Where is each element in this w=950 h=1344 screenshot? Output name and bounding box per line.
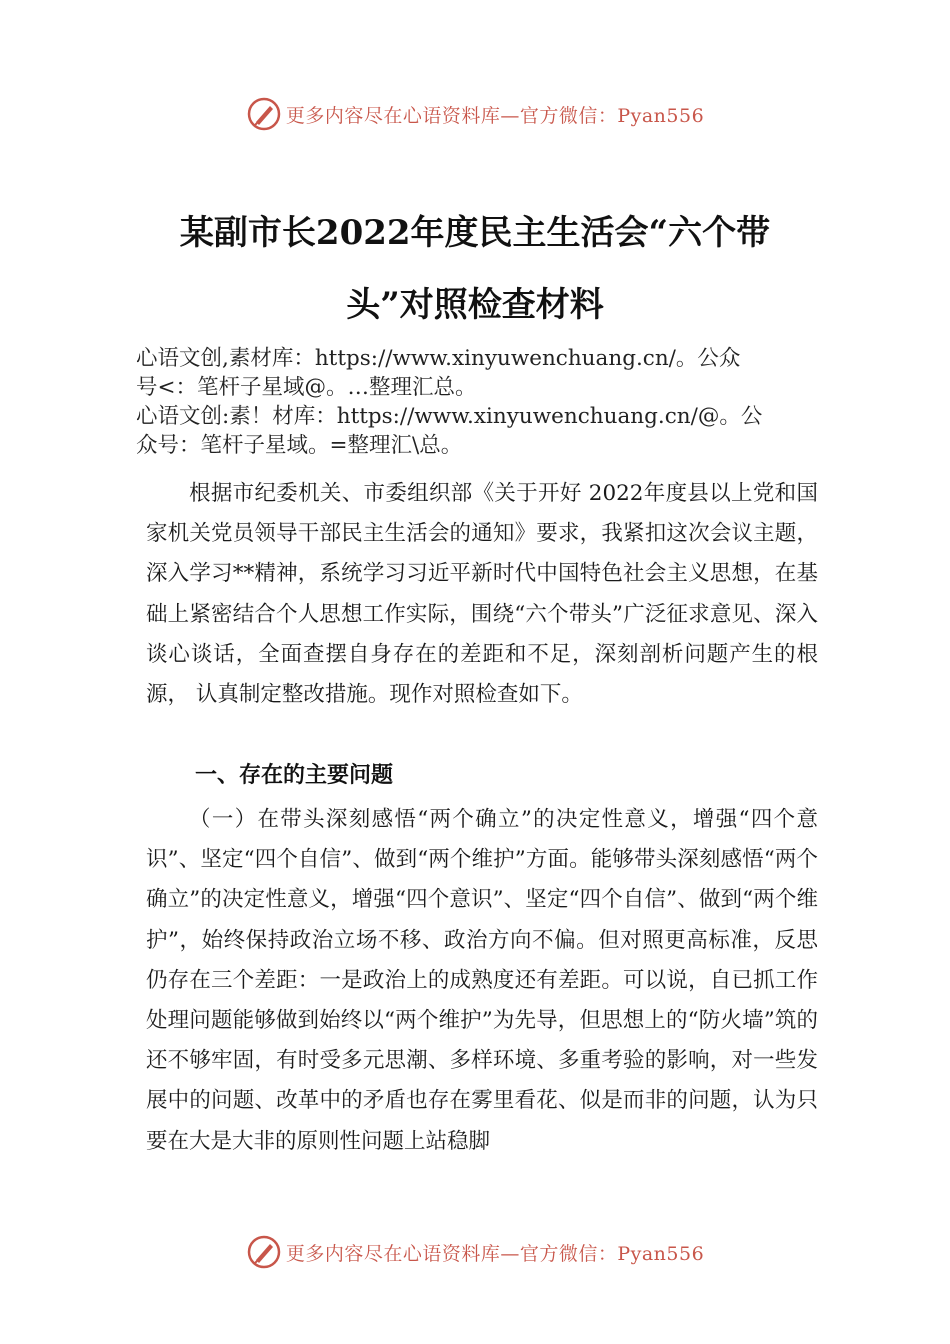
pen-seal-icon xyxy=(246,96,282,132)
watermark-line: 众号：笔杆子星域。=整理汇\总。 xyxy=(136,433,463,458)
intro-paragraph: 根据市纪委机关、市委组织部《关于开好 2022年度县以上党和国家机关党员领导干部民主生活会的通知》要求，我紧扣这次会议主题，深入学习**精神，系统学习习近平新时代中国特色社会主义思想，在基础上紧密结合个人思想工作实际，围绕“六个带头”广泛征求意见、深入谈心谈话，全面查摆自身存在的差距和不足，深刻剖析问题产生的根源， 认真制定整改措施。现作对照检查如下。 xyxy=(146,481,818,708)
watermark-line: 心语文创:素！材库：https://www.xinyuwenchuang.cn/@。公 xyxy=(136,404,763,429)
header-banner xyxy=(0,94,950,134)
banner-text: 更多内容尽在心语资料库—官方微信：Pyan556 xyxy=(285,1242,705,1265)
watermark-line: 心语文创,素材库：https://www.xinyuwenchuang.cn/。公众 xyxy=(136,346,741,371)
watermark-line: 号<：笔杆子星域@。…整理汇总。 xyxy=(136,375,477,400)
pen-seal-icon xyxy=(246,1234,282,1270)
page-title-line2: 头”对照检查材料 xyxy=(346,285,604,325)
section-heading: 一、存在的主要问题 xyxy=(195,763,394,788)
banner-text: 更多内容尽在心语资料库—官方微信：Pyan556 xyxy=(285,104,705,127)
body-paragraph: （一）在带头深刻感悟“两个确立”的决定性意义，增强“四个意识”、坚定“四个自信”、做到“两个维护”方面。能够带头深刻感悟“两个确立”的决定性意义，增强“四个意识”、坚定“四个自信”、做到“两个维护”，始终保持政治立场不移、政治方向不偏。但对照更高标准，反思仍存在三个差距：一是政治上的成熟度还有差距。可以说，自已抓工作处理问题能够做到始终以“两个维护”为先导，但思想上的“防火墙”筑的还不够牢固，有时受多元思潮、多样环境、多重考验的影响，对一些发展中的问题、改革中的矛盾也存在雾里看花、似是而非的问题，认为只要在大是大非的原则性问题上站稳脚 xyxy=(146,807,818,1154)
page-title-line1: 某副市长2022年度民主生活会“六个带 xyxy=(179,213,771,253)
footer-banner xyxy=(0,1232,950,1272)
